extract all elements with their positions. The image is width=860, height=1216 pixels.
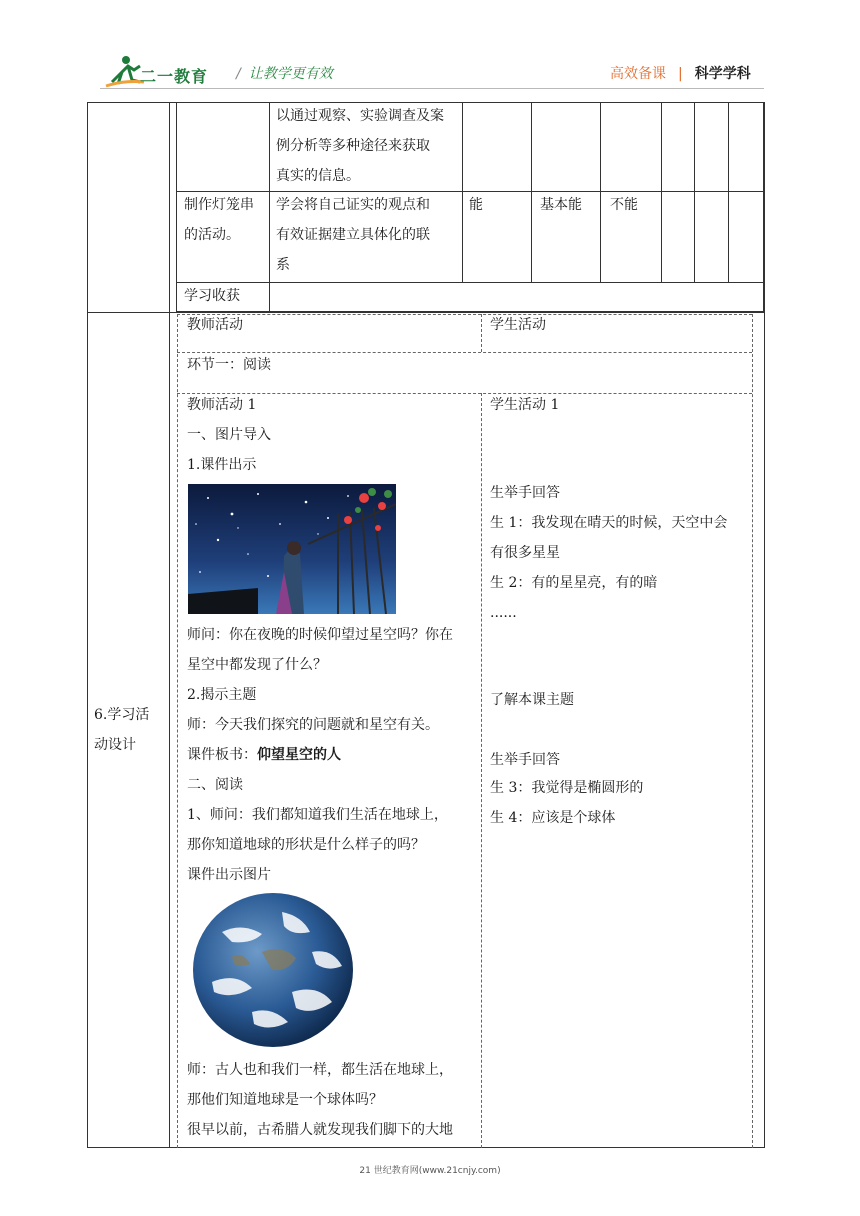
teacher-line [187,740,341,770]
slogan: / 让教学更有效 [236,66,333,82]
header-label: 高效备课 [610,66,666,82]
eval-col-line [600,102,601,282]
eval-col-line [269,102,270,312]
student-line: 生举手回答 [490,752,560,768]
teacher-line: 1.课件出示 [187,457,257,473]
level-cannot: 不能 [610,197,638,213]
header-right: 高效备课 | 科学学科 [610,66,751,82]
header-divider [100,88,764,89]
eval-col-line [728,102,729,282]
row2-content-line: 有效证据建立具体化的联 [276,227,430,243]
logo-text: 二一教育 [140,67,209,86]
eval-col-line [531,102,532,282]
learning-gain-label: 学习收获 [184,288,240,304]
activity-table-top [177,314,752,315]
student-line: ...... [490,605,517,621]
page-footer: 21 世纪教育网(www.21cnjy.com) [359,1166,501,1176]
level-can: 能 [469,197,483,213]
board-title: 仰望星空的人 [257,747,341,763]
section-label-line: 动设计 [94,737,136,753]
teacher-line: 1、师问：我们都知道我们生活在地球上， [187,807,448,823]
row1-content-line: 例分析等多种途径来获取 [276,138,430,154]
activity-col-line [481,314,482,352]
student-line: 生 1：我发现在晴天的时候，天空中会 [490,515,728,531]
teacher-line: 那你知道地球的形状是什么样子的吗？ [187,837,425,853]
teacher-line: 那他们知道地球是一个球体吗？ [187,1092,383,1108]
row1-content-line: 以通过观察、实验调查及案 [276,108,444,124]
slogan-text: 让教学更有效 [248,66,333,82]
row2-content-line: 系 [276,257,290,273]
eval-col-line [694,102,695,282]
section-label-line: 6.学习活 [94,707,150,723]
teacher-line: 星空中都发现了什么？ [187,657,327,673]
teacher-line: 师：古人也和我们一样，都生活在地球上， [187,1062,453,1078]
student-line: 学生活动 1 [490,397,560,413]
teacher-line: 师问：你在夜晚的时候仰望过星空吗？你在 [187,627,453,643]
stage-title: 环节一：阅读 [187,357,271,373]
teacher-line: 2.揭示主题 [187,687,257,703]
eval-col-line [661,102,662,282]
activity-table-left [177,314,178,1148]
student-activity-header: 学生活动 [490,317,546,333]
subject-label: 科学学科 [694,66,751,82]
row2-task-line: 制作灯笼串 [184,197,254,213]
student-line: 生举手回答 [490,485,560,501]
teacher-line: 一、图片导入 [187,427,271,443]
teacher-line: 师：今天我们探究的问题就和星空有关。 [187,717,439,733]
student-line: 生 4：应该是个球体 [490,810,616,826]
board-prefix: 课件板书： [187,747,257,763]
earth-image [192,892,354,1048]
eval-row-line [176,282,764,283]
page-header [0,0,860,100]
label-column-divider [169,102,170,1148]
row1-content-line: 真实的信息。 [276,168,360,184]
starry-sky-image [188,484,396,614]
student-line: 了解本课主题 [490,692,574,708]
eval-col-line [462,102,463,282]
row2-task-line: 的活动。 [184,227,240,243]
activity-col-line [481,393,482,1148]
row2-content-line: 学会将自己证实的观点和 [276,197,430,213]
student-line: 生 3：我觉得是椭圆形的 [490,780,644,796]
teacher-line: 二、阅读 [187,777,243,793]
teacher-line: 很早以前，古希腊人就发现我们脚下的大地 [187,1122,453,1138]
teacher-activity-header: 教师活动 [187,317,243,333]
student-line: 有很多星星 [490,545,560,561]
student-line: 生 2：有的星星亮，有的暗 [490,575,658,591]
level-mostly: 基本能 [540,197,582,213]
teacher-line: 教师活动 1 [187,397,257,413]
teacher-line: 课件出示图片 [187,867,271,883]
activity-row-line [177,393,752,394]
activity-table-right [752,314,753,1148]
